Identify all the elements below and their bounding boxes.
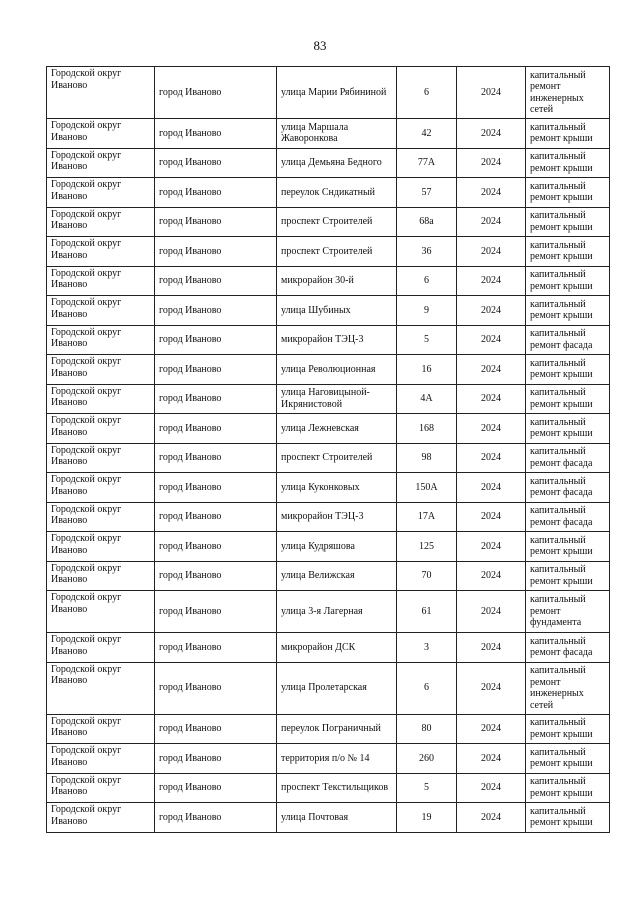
- table-row: [47, 148, 610, 178]
- work-type-cell: капитальный ремонт фасада: [526, 502, 610, 532]
- street-cell: проспект Строителей: [277, 443, 397, 473]
- locality-cell: город Иваново: [155, 414, 277, 444]
- year-cell: 2024: [457, 414, 526, 444]
- house-number-cell: 70: [397, 561, 457, 591]
- municipality-cell: Городской округ Иваново: [47, 773, 155, 803]
- municipality-cell: Городской округ Иваново: [47, 178, 155, 208]
- work-type-cell: капитальный ремонт фасада: [526, 443, 610, 473]
- table-row: [47, 237, 610, 267]
- house-number-cell: 17А: [397, 502, 457, 532]
- house-number-cell: 260: [397, 744, 457, 774]
- street-cell: улица Демьяна Бедного: [277, 148, 397, 178]
- work-type-cell: капитальный ремонт крыши: [526, 414, 610, 444]
- locality-cell: город Иваново: [155, 744, 277, 774]
- repair-registry-table: [46, 66, 610, 833]
- street-cell: улица Шубиных: [277, 296, 397, 326]
- work-type-cell: капитальный ремонт инженерных сетей: [526, 662, 610, 714]
- table-row: [47, 473, 610, 503]
- municipality-cell: Городской округ Иваново: [47, 803, 155, 833]
- street-cell: улица Революционная: [277, 355, 397, 385]
- table-row: [47, 355, 610, 385]
- year-cell: 2024: [457, 355, 526, 385]
- work-type-cell: капитальный ремонт крыши: [526, 237, 610, 267]
- house-number-cell: 5: [397, 325, 457, 355]
- street-cell: микрорайон 30-й: [277, 266, 397, 296]
- year-cell: 2024: [457, 325, 526, 355]
- street-cell: улица Маршала Жаворонкова: [277, 119, 397, 149]
- street-cell: улица Лежневская: [277, 414, 397, 444]
- municipality-cell: Городской округ Иваново: [47, 207, 155, 237]
- municipality-cell: Городской округ Иваново: [47, 662, 155, 714]
- house-number-cell: 57: [397, 178, 457, 208]
- municipality-cell: Городской округ Иваново: [47, 355, 155, 385]
- work-type-cell: капитальный ремонт крыши: [526, 266, 610, 296]
- house-number-cell: 3: [397, 633, 457, 663]
- table-row: [47, 662, 610, 714]
- work-type-cell: капитальный ремонт крыши: [526, 773, 610, 803]
- house-number-cell: 42: [397, 119, 457, 149]
- table-row: [47, 296, 610, 326]
- house-number-cell: 150А: [397, 473, 457, 503]
- locality-cell: город Иваново: [155, 67, 277, 119]
- street-cell: улица Марии Рябининой: [277, 67, 397, 119]
- year-cell: 2024: [457, 384, 526, 414]
- municipality-cell: Городской округ Иваново: [47, 744, 155, 774]
- locality-cell: город Иваново: [155, 355, 277, 385]
- municipality-cell: Городской округ Иваново: [47, 443, 155, 473]
- street-cell: улица Пролетарская: [277, 662, 397, 714]
- locality-cell: город Иваново: [155, 714, 277, 744]
- street-cell: улица Кудряшова: [277, 532, 397, 562]
- table-row: [47, 773, 610, 803]
- street-cell: улица Наговицыной-Икрянистовой: [277, 384, 397, 414]
- year-cell: 2024: [457, 296, 526, 326]
- work-type-cell: капитальный ремонт фундамента: [526, 591, 610, 633]
- work-type-cell: капитальный ремонт фасада: [526, 473, 610, 503]
- street-cell: проспект Строителей: [277, 237, 397, 267]
- locality-cell: город Иваново: [155, 266, 277, 296]
- year-cell: 2024: [457, 502, 526, 532]
- locality-cell: город Иваново: [155, 532, 277, 562]
- municipality-cell: Городской округ Иваново: [47, 119, 155, 149]
- year-cell: 2024: [457, 443, 526, 473]
- locality-cell: город Иваново: [155, 178, 277, 208]
- table-row: [47, 591, 610, 633]
- work-type-cell: капитальный ремонт крыши: [526, 384, 610, 414]
- table-row: [47, 633, 610, 663]
- locality-cell: город Иваново: [155, 119, 277, 149]
- year-cell: 2024: [457, 532, 526, 562]
- house-number-cell: 4А: [397, 384, 457, 414]
- locality-cell: город Иваново: [155, 325, 277, 355]
- house-number-cell: 6: [397, 266, 457, 296]
- year-cell: 2024: [457, 207, 526, 237]
- street-cell: улица Велижская: [277, 561, 397, 591]
- table-row: [47, 119, 610, 149]
- table-row: [47, 67, 610, 119]
- municipality-cell: Городской округ Иваново: [47, 296, 155, 326]
- house-number-cell: 5: [397, 773, 457, 803]
- locality-cell: город Иваново: [155, 502, 277, 532]
- year-cell: 2024: [457, 237, 526, 267]
- house-number-cell: 68а: [397, 207, 457, 237]
- locality-cell: город Иваново: [155, 443, 277, 473]
- table-row: [47, 266, 610, 296]
- locality-cell: город Иваново: [155, 803, 277, 833]
- year-cell: 2024: [457, 148, 526, 178]
- work-type-cell: капитальный ремонт крыши: [526, 355, 610, 385]
- house-number-cell: 80: [397, 714, 457, 744]
- work-type-cell: капитальный ремонт крыши: [526, 561, 610, 591]
- work-type-cell: капитальный ремонт крыши: [526, 744, 610, 774]
- house-number-cell: 9: [397, 296, 457, 326]
- municipality-cell: Городской округ Иваново: [47, 473, 155, 503]
- table-row: [47, 532, 610, 562]
- work-type-cell: капитальный ремонт фасада: [526, 325, 610, 355]
- work-type-cell: капитальный ремонт крыши: [526, 532, 610, 562]
- work-type-cell: капитальный ремонт фасада: [526, 633, 610, 663]
- year-cell: 2024: [457, 473, 526, 503]
- street-cell: микрорайон ДСК: [277, 633, 397, 663]
- street-cell: переулок Сндикатный: [277, 178, 397, 208]
- municipality-cell: Городской округ Иваново: [47, 384, 155, 414]
- street-cell: улица Куконковых: [277, 473, 397, 503]
- locality-cell: город Иваново: [155, 148, 277, 178]
- locality-cell: город Иваново: [155, 561, 277, 591]
- year-cell: 2024: [457, 803, 526, 833]
- work-type-cell: капитальный ремонт крыши: [526, 207, 610, 237]
- work-type-cell: капитальный ремонт крыши: [526, 803, 610, 833]
- locality-cell: город Иваново: [155, 237, 277, 267]
- table-row: [47, 325, 610, 355]
- year-cell: 2024: [457, 714, 526, 744]
- locality-cell: город Иваново: [155, 591, 277, 633]
- house-number-cell: 168: [397, 414, 457, 444]
- page-number: 83: [313, 38, 327, 53]
- municipality-cell: Городской округ Иваново: [47, 502, 155, 532]
- table-row: [47, 744, 610, 774]
- municipality-cell: Городской округ Иваново: [47, 266, 155, 296]
- municipality-cell: Городской округ Иваново: [47, 633, 155, 663]
- work-type-cell: капитальный ремонт крыши: [526, 148, 610, 178]
- street-cell: микрорайон ТЭЦ-3: [277, 325, 397, 355]
- municipality-cell: Городской округ Иваново: [47, 237, 155, 267]
- table-body: [47, 67, 610, 833]
- street-cell: улица 3-я Лагерная: [277, 591, 397, 633]
- municipality-cell: Городской округ Иваново: [47, 714, 155, 744]
- work-type-cell: капитальный ремонт крыши: [526, 714, 610, 744]
- street-cell: территория п/о № 14: [277, 744, 397, 774]
- table-row: [47, 561, 610, 591]
- table-row: [47, 443, 610, 473]
- house-number-cell: 61: [397, 591, 457, 633]
- municipality-cell: Городской округ Иваново: [47, 67, 155, 119]
- locality-cell: город Иваново: [155, 633, 277, 663]
- year-cell: 2024: [457, 773, 526, 803]
- house-number-cell: 98: [397, 443, 457, 473]
- table-row: [47, 502, 610, 532]
- table-row: [47, 207, 610, 237]
- table-row: [47, 414, 610, 444]
- locality-cell: город Иваново: [155, 662, 277, 714]
- table-row: [47, 178, 610, 208]
- locality-cell: город Иваново: [155, 296, 277, 326]
- house-number-cell: 125: [397, 532, 457, 562]
- house-number-cell: 19: [397, 803, 457, 833]
- table-row: [47, 803, 610, 833]
- street-cell: проспект Текстильщиков: [277, 773, 397, 803]
- work-type-cell: капитальный ремонт крыши: [526, 296, 610, 326]
- locality-cell: город Иваново: [155, 384, 277, 414]
- locality-cell: город Иваново: [155, 473, 277, 503]
- street-cell: проспект Строителей: [277, 207, 397, 237]
- work-type-cell: капитальный ремонт крыши: [526, 178, 610, 208]
- work-type-cell: капитальный ремонт крыши: [526, 119, 610, 149]
- table-row: [47, 714, 610, 744]
- house-number-cell: 6: [397, 67, 457, 119]
- municipality-cell: Городской округ Иваново: [47, 148, 155, 178]
- municipality-cell: Городской округ Иваново: [47, 414, 155, 444]
- year-cell: 2024: [457, 591, 526, 633]
- year-cell: 2024: [457, 67, 526, 119]
- year-cell: 2024: [457, 662, 526, 714]
- locality-cell: город Иваново: [155, 773, 277, 803]
- year-cell: 2024: [457, 119, 526, 149]
- table-row: [47, 384, 610, 414]
- year-cell: 2024: [457, 633, 526, 663]
- house-number-cell: 6: [397, 662, 457, 714]
- street-cell: микрорайон ТЭЦ-3: [277, 502, 397, 532]
- house-number-cell: 36: [397, 237, 457, 267]
- year-cell: 2024: [457, 266, 526, 296]
- municipality-cell: Городской округ Иваново: [47, 591, 155, 633]
- work-type-cell: капитальный ремонт инженерных сетей: [526, 67, 610, 119]
- street-cell: улица Почтовая: [277, 803, 397, 833]
- municipality-cell: Городской округ Иваново: [47, 325, 155, 355]
- house-number-cell: 16: [397, 355, 457, 385]
- street-cell: переулок Пограничный: [277, 714, 397, 744]
- year-cell: 2024: [457, 744, 526, 774]
- year-cell: 2024: [457, 178, 526, 208]
- house-number-cell: 77А: [397, 148, 457, 178]
- municipality-cell: Городской округ Иваново: [47, 532, 155, 562]
- year-cell: 2024: [457, 561, 526, 591]
- municipality-cell: Городской округ Иваново: [47, 561, 155, 591]
- locality-cell: город Иваново: [155, 207, 277, 237]
